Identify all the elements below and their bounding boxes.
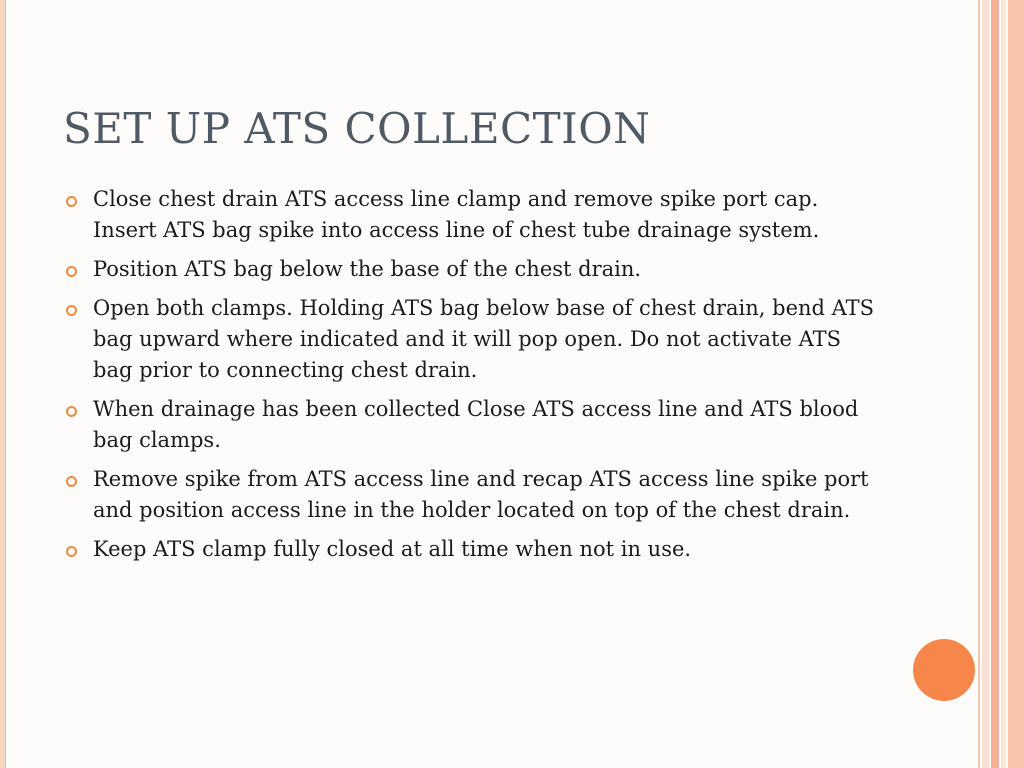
list-item bbox=[63, 184, 883, 246]
list-item bbox=[63, 394, 883, 456]
bullet-text: Remove spike from ATS access line and recap ATS access line spike port and position access line in the holder located on top of the chest drain. bbox=[93, 467, 869, 522]
right-stripe bbox=[982, 0, 989, 768]
bullet-text: Open both clamps. Holding ATS bag below base of chest drain, bend ATS bag upward where indicated and it will pop open. Do not activate ATS bag prior to connecting chest drain. bbox=[93, 296, 875, 382]
right-stripe bbox=[991, 0, 999, 768]
list-item bbox=[63, 254, 883, 285]
circle-bullet-icon bbox=[66, 476, 77, 487]
circle-bullet-icon bbox=[66, 196, 77, 207]
left-border bbox=[0, 0, 6, 768]
slide-title: SET UP ATS COLLECTION bbox=[63, 104, 651, 153]
bullet-text: Close chest drain ATS access line clamp and remove spike port cap. Insert ATS bag spike into access line of chest tube drainage system. bbox=[93, 187, 820, 242]
circle-bullet-icon bbox=[66, 266, 77, 277]
right-stripe bbox=[978, 0, 980, 768]
right-stripe bbox=[1008, 0, 1024, 768]
circle-bullet-icon bbox=[66, 305, 77, 316]
bullet-text: Keep ATS clamp fully closed at all time when not in use. bbox=[93, 537, 692, 561]
circle-bullet-icon bbox=[66, 406, 77, 417]
bullet-text: When drainage has been collected Close ATS access line and ATS blood bag clamps. bbox=[93, 397, 859, 452]
list-item bbox=[63, 534, 883, 565]
bullet-list bbox=[63, 184, 883, 573]
list-item bbox=[63, 464, 883, 526]
accent-circle bbox=[913, 639, 975, 701]
bullet-text: Position ATS bag below the base of the chest drain. bbox=[93, 257, 642, 281]
circle-bullet-icon bbox=[66, 546, 77, 557]
list-item bbox=[63, 293, 883, 386]
right-stripe bbox=[1001, 0, 1006, 768]
